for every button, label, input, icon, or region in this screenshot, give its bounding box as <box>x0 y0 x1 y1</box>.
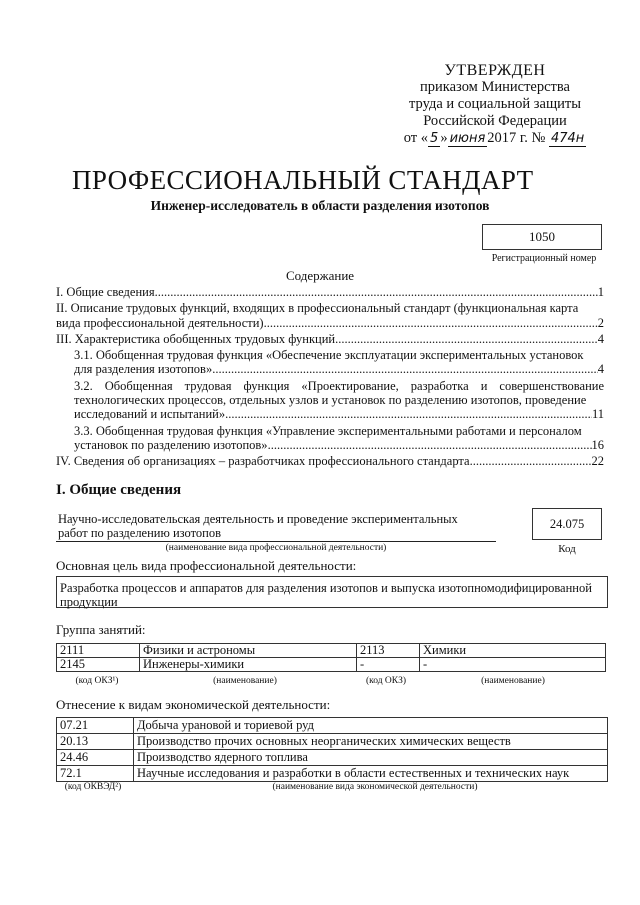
okved-code: 20.13 <box>57 734 134 750</box>
date-prefix: от « <box>403 130 429 146</box>
okz-name: Химики <box>420 644 606 658</box>
date-day: 5 <box>430 131 439 146</box>
occupation-group-table <box>56 643 606 672</box>
table-row <box>57 766 608 782</box>
group-label: Группа занятий: <box>56 622 146 637</box>
activity-underline <box>56 541 496 542</box>
approval-line: труда и социальной защиты <box>409 96 581 112</box>
group-caption: (наименование) <box>213 676 277 686</box>
okved-name: Научные исследования и разработки в области естественных и технических наук <box>134 766 608 782</box>
toc-item[interactable]: I. Общие сведения ..... 1 <box>56 285 604 299</box>
activity-code: 24.075 <box>532 508 602 540</box>
okved-code: 24.46 <box>57 750 134 766</box>
group-caption: (код ОКЗ) <box>365 676 407 686</box>
okved-name: Производство ядерного топлива <box>134 750 608 766</box>
table-row <box>57 658 606 672</box>
toc-item[interactable]: 3.2. Обобщенная трудовая функция «Проектирование, разработка и совершенствование технологических процессов, отдельных узлов и установок по разделению изотопов, проведение исследований и испытаний» ..... 11 <box>56 379 604 422</box>
okved-code: 72.1 <box>57 766 134 782</box>
toc-item[interactable]: 3.1. Обобщенная трудовая функция «Обеспечение эксплуатации экспериментальных установок для разделения изотопов» ..... 4 <box>56 348 604 377</box>
table-of-contents <box>56 285 604 471</box>
date-year: 2017 г. № <box>487 130 546 146</box>
group-caption: (код ОКЗ¹) <box>75 676 119 686</box>
aim-label: Основная цель вида профессиональной деятельности: <box>56 558 357 573</box>
activity-name: Научно-исследовательская деятельность и проведение экспериментальных работ по разделению изотопов <box>58 512 458 540</box>
economic-activity-table <box>56 717 608 782</box>
econ-label: Отнесение к видам экономической деятельности: <box>56 697 331 712</box>
document-title: ПРОФЕССИОНАЛЬНЫЙ СТАНДАРТ <box>72 165 534 195</box>
document-subtitle: Инженер-исследователь в области разделения изотопов <box>150 198 490 213</box>
okved-name: Производство прочих основных неорганических химических веществ <box>134 734 608 750</box>
econ-caption: (наименование вида экономической деятельности) <box>272 782 478 792</box>
okved-name: Добыча урановой и ториевой руд <box>134 718 608 734</box>
okz-code: - <box>357 658 420 672</box>
okz-code: 2113 <box>357 644 420 658</box>
table-row <box>57 718 608 734</box>
date-mid: » <box>440 130 448 146</box>
okz-code: 2111 <box>57 644 140 658</box>
econ-caption: (код ОКВЭД²) <box>64 782 122 792</box>
section-title: I. Общие сведения <box>56 482 182 498</box>
okz-name: Физики и астрономы <box>140 644 357 658</box>
date-month: июня <box>449 131 486 146</box>
aim-text: Разработка процессов и аппаратов для разделения изотопов и выпуска изотопномодифицированной продукции <box>56 576 608 608</box>
okz-code: 2145 <box>57 658 140 672</box>
table-row <box>57 734 608 750</box>
order-number: 474н <box>550 131 585 146</box>
approval-date <box>370 130 620 147</box>
okved-code: 07.21 <box>57 718 134 734</box>
okz-name: Инженеры-химики <box>140 658 357 672</box>
table-row <box>57 644 606 658</box>
registration-number: 1050 <box>482 224 602 250</box>
approval-block <box>370 62 620 147</box>
activity-caption: (наименование вида профессиональной деятельности) <box>165 543 387 553</box>
registration-label: Регистрационный номер <box>491 253 597 264</box>
toc-item[interactable]: II. Описание трудовых функций, входящих в профессиональный стандарт (функциональная карта вида профессиональной деятельности) ..... 2 <box>56 301 604 330</box>
toc-item[interactable]: 3.3. Обобщенная трудовая функция «Управление экспериментальными работами и персоналом установок по разделению изотопов» ..... 16 <box>56 424 604 453</box>
contents-heading: Содержание <box>285 268 355 283</box>
approval-line: приказом Министерства <box>420 79 570 95</box>
group-caption: (наименование) <box>481 676 545 686</box>
approval-heading: УТВЕРЖДЕН <box>444 62 546 79</box>
table-row <box>57 750 608 766</box>
approval-line: Российской Федерации <box>423 113 567 129</box>
okz-name: - <box>420 658 606 672</box>
code-caption: Код <box>558 543 576 555</box>
toc-item[interactable]: III. Характеристика обобщенных трудовых функций ..... 4 <box>56 332 604 346</box>
toc-item[interactable]: IV. Сведения об организациях – разработчиках профессионального стандарта ..... 22 <box>56 454 604 468</box>
